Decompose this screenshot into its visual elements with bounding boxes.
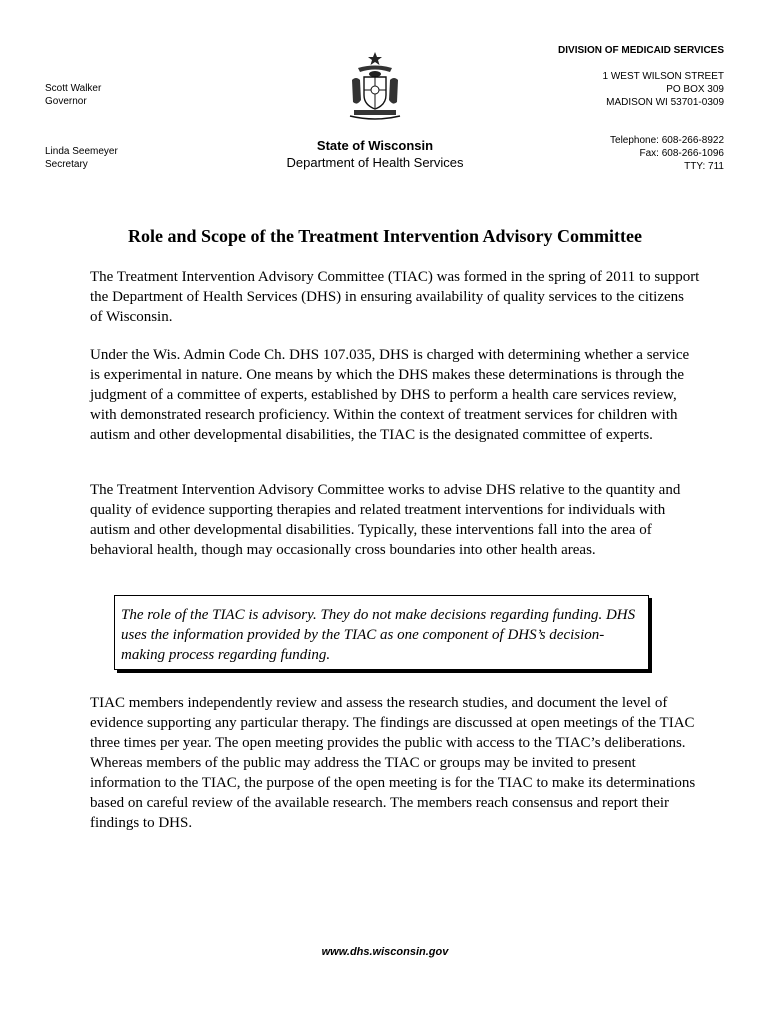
division-name: DIVISION OF MEDICAID SERVICES <box>558 45 724 56</box>
mailing-address <box>603 70 725 109</box>
secretary-name: Linda Seemeyer <box>45 146 118 157</box>
paragraph: The Treatment Intervention Advisory Committee works to advise DHS relative to the quantity and quality of evidence supporting therapies and related treatment interventions for individuals with autism and other developmental disabilities. Typically, these interventions fall into the area of behavioral health, though may occasionally cross boundaries into other health areas. <box>90 482 681 558</box>
secretary-title: Secretary <box>45 159 88 170</box>
address-line: 1 WEST WILSON STREET <box>602 71 724 82</box>
tty: TTY: 711 <box>684 161 724 172</box>
document-title: Role and Scope of the Treatment Intervention Advisory Committee <box>128 226 642 246</box>
address-line: MADISON WI 53701-0309 <box>606 97 724 108</box>
address-line: PO BOX 309 <box>666 84 724 95</box>
governor-name: Scott Walker <box>45 83 102 94</box>
governor-title: Governor <box>45 96 87 107</box>
paragraph: Under the Wis. Admin Code Ch. DHS 107.035, DHS is charged with determining whether a service is experimental in nature. One means by which the DHS makes these determinations is through the judgment of a committee of experts, established by DHS to perform a health care services review, with demonstrated research proficiency. Within the context of treatment services for children with autism and other developmental disabilities, the TIAC is the designated committee of experts. <box>90 347 690 443</box>
secretary-block <box>45 145 118 171</box>
agency-heading <box>270 137 480 171</box>
telephone: Telephone: 608-266-8922 <box>610 135 724 146</box>
governor-block <box>45 82 101 108</box>
state-seal-icon <box>344 50 406 122</box>
advisory-callout-box: The role of the TIAC is advisory. They do not make decisions regarding funding. DHS uses the information provided by the TIAC as one component of DHS’s decision-making process regarding funding. <box>114 595 649 670</box>
state-name: State of Wisconsin <box>316 138 434 153</box>
fax: Fax: 608-266-1096 <box>639 148 724 159</box>
contact-info <box>610 134 724 173</box>
footer-website-link[interactable]: www.dhs.wisconsin.gov <box>321 946 449 958</box>
paragraph: The Treatment Intervention Advisory Committee (TIAC) was formed in the spring of 2011 to support the Department of Health Services (DHS) in ensuring availability of quality services to the citizens of Wisconsin. <box>90 269 700 325</box>
paragraph: TIAC members independently review and assess the research studies, and document the level of evidence supporting any particular therapy. The findings are discussed at open meetings of the TIAC three times per year. The open meeting provides the public with access to the TIAC’s deliberations. Whereas members of the public may address the TIAC or groups may be invited to present information to the TIAC, the purpose of the open meeting is for the TIAC to make its determinations based on careful review of the available research. The members reach consensus and report their findings to DHS. <box>90 695 696 831</box>
department-name: Department of Health Services <box>286 155 464 170</box>
